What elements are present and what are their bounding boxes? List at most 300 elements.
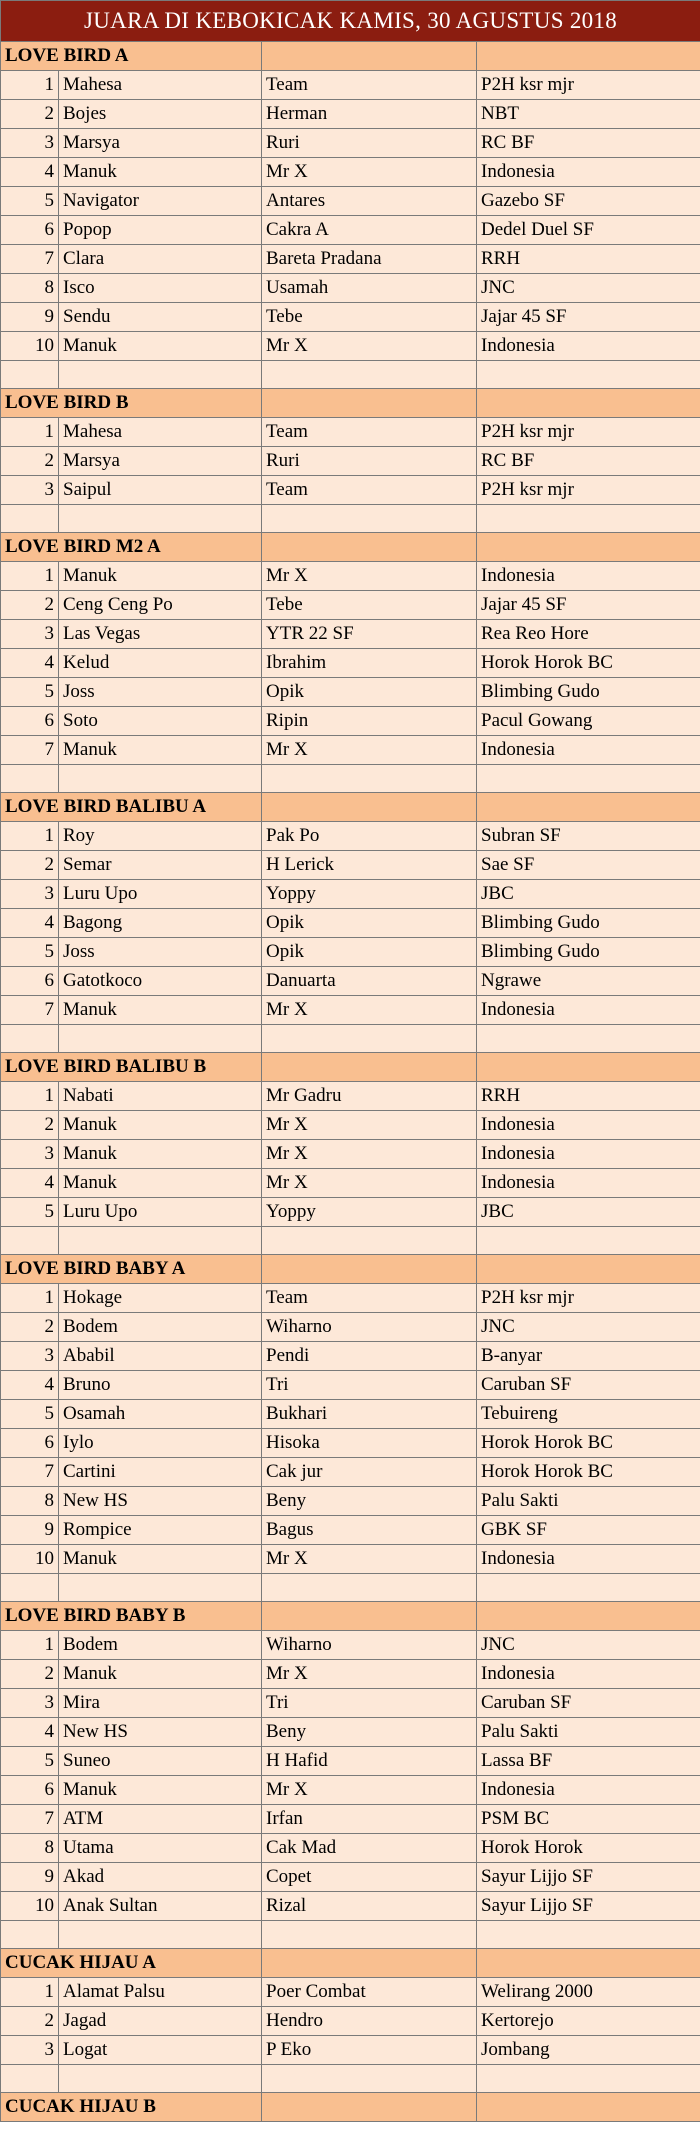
table-row <box>1 303 700 332</box>
club-cell: P2H ksr mjr <box>477 71 700 100</box>
owner-cell: Ruri <box>262 129 477 158</box>
empty-cell <box>262 793 477 822</box>
owner-cell: Pendi <box>262 1342 477 1371</box>
table-row <box>1 967 700 996</box>
bird-name-cell: Navigator <box>59 187 262 216</box>
owner-cell: Hisoka <box>262 1429 477 1458</box>
club-cell: JBC <box>477 880 700 909</box>
club-cell: Gazebo SF <box>477 187 700 216</box>
rank-cell: 8 <box>1 1487 59 1516</box>
rank-cell: 1 <box>1 71 59 100</box>
club-cell: JNC <box>477 1313 700 1342</box>
table-row <box>1 1516 700 1545</box>
table-row <box>1 100 700 129</box>
table-row <box>1 1371 700 1400</box>
rank-cell: 1 <box>1 1978 59 2007</box>
empty-cell <box>1 765 59 793</box>
club-cell: Horok Horok BC <box>477 1429 700 1458</box>
rank-cell: 6 <box>1 216 59 245</box>
rank-cell: 2 <box>1 2007 59 2036</box>
bird-name-cell: Luru Upo <box>59 1198 262 1227</box>
club-cell: Indonesia <box>477 1776 700 1805</box>
rank-cell: 5 <box>1 1400 59 1429</box>
owner-cell: Team <box>262 418 477 447</box>
club-cell: Indonesia <box>477 736 700 765</box>
bird-name-cell: Bojes <box>59 100 262 129</box>
empty-cell <box>477 1949 700 1978</box>
empty-cell <box>477 42 700 71</box>
club-cell: Rea Reo Hore <box>477 620 700 649</box>
rank-cell: 9 <box>1 303 59 332</box>
section-title: LOVE BIRD BALIBU B <box>1 1053 262 1082</box>
rank-cell: 7 <box>1 1805 59 1834</box>
spacer-row <box>1 505 700 533</box>
bird-name-cell: ATM <box>59 1805 262 1834</box>
owner-cell: Yoppy <box>262 1198 477 1227</box>
owner-cell: Mr X <box>262 1660 477 1689</box>
section-title: LOVE BIRD M2 A <box>1 533 262 562</box>
owner-cell: Tebe <box>262 303 477 332</box>
bird-name-cell: New HS <box>59 1487 262 1516</box>
owner-cell: Cak Mad <box>262 1834 477 1863</box>
bird-name-cell: Manuk <box>59 1545 262 1574</box>
empty-cell <box>59 505 262 533</box>
bird-name-cell: Ceng Ceng Po <box>59 591 262 620</box>
table-row <box>1 1863 700 1892</box>
bird-name-cell: Nabati <box>59 1082 262 1111</box>
table-row <box>1 2036 700 2065</box>
empty-cell <box>477 389 700 418</box>
rank-cell: 5 <box>1 1747 59 1776</box>
table-row <box>1 736 700 765</box>
club-cell: RRH <box>477 245 700 274</box>
empty-cell <box>262 1921 477 1949</box>
club-cell: B-anyar <box>477 1342 700 1371</box>
owner-cell: Mr X <box>262 1169 477 1198</box>
owner-cell: Ripin <box>262 707 477 736</box>
owner-cell: Tebe <box>262 591 477 620</box>
empty-cell <box>1 361 59 389</box>
club-cell: Blimbing Gudo <box>477 938 700 967</box>
owner-cell: Ibrahim <box>262 649 477 678</box>
bird-name-cell: Iylo <box>59 1429 262 1458</box>
rank-cell: 3 <box>1 2036 59 2065</box>
rank-cell: 4 <box>1 158 59 187</box>
bird-name-cell: Mahesa <box>59 71 262 100</box>
club-cell: P2H ksr mjr <box>477 418 700 447</box>
empty-cell <box>262 505 477 533</box>
section-header-row <box>1 42 700 71</box>
owner-cell: H Lerick <box>262 851 477 880</box>
rank-cell: 10 <box>1 1545 59 1574</box>
club-cell: Indonesia <box>477 1140 700 1169</box>
empty-cell <box>262 2065 477 2093</box>
bird-name-cell: Logat <box>59 2036 262 2065</box>
table-row <box>1 1747 700 1776</box>
owner-cell: Opik <box>262 678 477 707</box>
empty-cell <box>59 1025 262 1053</box>
rank-cell: 2 <box>1 447 59 476</box>
rank-cell: 8 <box>1 274 59 303</box>
empty-cell <box>477 1921 700 1949</box>
club-cell: Indonesia <box>477 1169 700 1198</box>
bird-name-cell: Manuk <box>59 158 262 187</box>
empty-cell <box>477 765 700 793</box>
owner-cell: Team <box>262 476 477 505</box>
bird-name-cell: Ababil <box>59 1342 262 1371</box>
club-cell: Indonesia <box>477 1660 700 1689</box>
table-row <box>1 1805 700 1834</box>
rank-cell: 9 <box>1 1516 59 1545</box>
rank-cell: 2 <box>1 591 59 620</box>
bird-name-cell: Roy <box>59 822 262 851</box>
table-row <box>1 1834 700 1863</box>
section-header-row <box>1 1053 700 1082</box>
empty-cell <box>1 1025 59 1053</box>
bird-name-cell: Manuk <box>59 736 262 765</box>
club-cell: Sae SF <box>477 851 700 880</box>
rank-cell: 5 <box>1 187 59 216</box>
rank-cell: 1 <box>1 1082 59 1111</box>
owner-cell: Copet <box>262 1863 477 1892</box>
empty-cell <box>262 1025 477 1053</box>
rank-cell: 3 <box>1 1689 59 1718</box>
rank-cell: 7 <box>1 996 59 1025</box>
bird-name-cell: Sendu <box>59 303 262 332</box>
club-cell: Lassa BF <box>477 1747 700 1776</box>
rank-cell: 1 <box>1 562 59 591</box>
section-header-row <box>1 1949 700 1978</box>
rank-cell: 4 <box>1 1169 59 1198</box>
section-title: LOVE BIRD A <box>1 42 262 71</box>
table-row <box>1 1458 700 1487</box>
table-row <box>1 1342 700 1371</box>
club-cell: Indonesia <box>477 1111 700 1140</box>
club-cell: Tebuireng <box>477 1400 700 1429</box>
bird-name-cell: Soto <box>59 707 262 736</box>
club-cell: Palu Sakti <box>477 1718 700 1747</box>
owner-cell: Yoppy <box>262 880 477 909</box>
bird-name-cell: Rompice <box>59 1516 262 1545</box>
empty-cell <box>59 2065 262 2093</box>
bird-name-cell: Las Vegas <box>59 620 262 649</box>
owner-cell: Mr X <box>262 1545 477 1574</box>
empty-cell <box>262 2093 477 2122</box>
club-cell: Dedel Duel SF <box>477 216 700 245</box>
empty-cell <box>1 1574 59 1602</box>
bird-name-cell: Manuk <box>59 1776 262 1805</box>
club-cell: GBK SF <box>477 1516 700 1545</box>
section-header-row <box>1 533 700 562</box>
bird-name-cell: Bruno <box>59 1371 262 1400</box>
table-row <box>1 1400 700 1429</box>
owner-cell: Team <box>262 1284 477 1313</box>
empty-cell <box>59 765 262 793</box>
owner-cell: Beny <box>262 1487 477 1516</box>
bird-name-cell: Alamat Palsu <box>59 1978 262 2007</box>
empty-cell <box>477 1053 700 1082</box>
empty-cell <box>477 1025 700 1053</box>
bird-name-cell: Mahesa <box>59 418 262 447</box>
bird-name-cell: Suneo <box>59 1747 262 1776</box>
table-row <box>1 71 700 100</box>
club-cell: RC BF <box>477 129 700 158</box>
club-cell: Sayur Lijjo SF <box>477 1863 700 1892</box>
table-row <box>1 1776 700 1805</box>
bird-name-cell: Utama <box>59 1834 262 1863</box>
club-cell: RRH <box>477 1082 700 1111</box>
table-row <box>1 562 700 591</box>
bird-name-cell: Marsya <box>59 447 262 476</box>
club-cell: Indonesia <box>477 996 700 1025</box>
section-header-row <box>1 1255 700 1284</box>
rank-cell: 3 <box>1 1342 59 1371</box>
table-row <box>1 274 700 303</box>
empty-cell <box>1 505 59 533</box>
rank-cell: 7 <box>1 245 59 274</box>
club-cell: P2H ksr mjr <box>477 476 700 505</box>
rank-cell: 10 <box>1 332 59 361</box>
empty-cell <box>477 793 700 822</box>
empty-cell <box>477 1574 700 1602</box>
bird-name-cell: Isco <box>59 274 262 303</box>
empty-cell <box>477 2065 700 2093</box>
bird-name-cell: Joss <box>59 678 262 707</box>
club-cell: Sayur Lijjo SF <box>477 1892 700 1921</box>
table-row <box>1 216 700 245</box>
table-row <box>1 1689 700 1718</box>
rank-cell: 9 <box>1 1863 59 1892</box>
club-cell: JNC <box>477 274 700 303</box>
table-row <box>1 2007 700 2036</box>
empty-cell <box>1 1227 59 1255</box>
empty-cell <box>477 1227 700 1255</box>
section-title: LOVE BIRD BABY A <box>1 1255 262 1284</box>
club-cell: JNC <box>477 1631 700 1660</box>
bird-name-cell: Manuk <box>59 1169 262 1198</box>
bird-name-cell: Marsya <box>59 129 262 158</box>
club-cell: Blimbing Gudo <box>477 909 700 938</box>
table-row <box>1 822 700 851</box>
owner-cell: Bukhari <box>262 1400 477 1429</box>
bird-name-cell: Popop <box>59 216 262 245</box>
rank-cell: 2 <box>1 1660 59 1689</box>
table-row <box>1 620 700 649</box>
owner-cell: Wiharno <box>262 1313 477 1342</box>
table-row <box>1 1978 700 2007</box>
empty-cell <box>477 361 700 389</box>
rank-cell: 2 <box>1 1111 59 1140</box>
rank-cell: 1 <box>1 1631 59 1660</box>
title-row <box>1 1 700 42</box>
owner-cell: Mr X <box>262 1111 477 1140</box>
bird-name-cell: Manuk <box>59 562 262 591</box>
rank-cell: 2 <box>1 1313 59 1342</box>
spacer-row <box>1 1025 700 1053</box>
spacer-row <box>1 1921 700 1949</box>
empty-cell <box>1 2065 59 2093</box>
page-title: JUARA DI KEBOKICAK KAMIS, 30 AGUSTUS 2018 <box>1 1 700 42</box>
bird-name-cell: Osamah <box>59 1400 262 1429</box>
table-row <box>1 938 700 967</box>
rank-cell: 3 <box>1 129 59 158</box>
empty-cell <box>262 1053 477 1082</box>
club-cell: Blimbing Gudo <box>477 678 700 707</box>
owner-cell: Antares <box>262 187 477 216</box>
rank-cell: 2 <box>1 851 59 880</box>
table-row <box>1 1169 700 1198</box>
section-title: LOVE BIRD BABY B <box>1 1602 262 1631</box>
owner-cell: Mr X <box>262 562 477 591</box>
bird-name-cell: Akad <box>59 1863 262 1892</box>
owner-cell: Cakra A <box>262 216 477 245</box>
bird-name-cell: Manuk <box>59 332 262 361</box>
bird-name-cell: Manuk <box>59 1111 262 1140</box>
table-row <box>1 880 700 909</box>
owner-cell: Opik <box>262 938 477 967</box>
empty-cell <box>59 1574 262 1602</box>
section-title: CUCAK HIJAU A <box>1 1949 262 1978</box>
table-row <box>1 447 700 476</box>
rank-cell: 5 <box>1 678 59 707</box>
table-row <box>1 1631 700 1660</box>
spacer-row <box>1 361 700 389</box>
owner-cell: Beny <box>262 1718 477 1747</box>
table-row <box>1 909 700 938</box>
table-row <box>1 1284 700 1313</box>
table-row <box>1 1082 700 1111</box>
rank-cell: 4 <box>1 909 59 938</box>
table-row <box>1 245 700 274</box>
rank-cell: 6 <box>1 967 59 996</box>
empty-cell <box>262 1227 477 1255</box>
empty-cell <box>262 1255 477 1284</box>
bird-name-cell: Cartini <box>59 1458 262 1487</box>
spacer-row <box>1 1574 700 1602</box>
empty-cell <box>262 1602 477 1631</box>
bird-name-cell: Gatotkoco <box>59 967 262 996</box>
club-cell: Horok Horok BC <box>477 1458 700 1487</box>
club-cell: Horok Horok <box>477 1834 700 1863</box>
empty-cell <box>477 533 700 562</box>
spacer-row <box>1 765 700 793</box>
section-title: LOVE BIRD BALIBU A <box>1 793 262 822</box>
table-row <box>1 1198 700 1227</box>
table-row <box>1 1545 700 1574</box>
empty-cell <box>262 765 477 793</box>
bird-name-cell: Hokage <box>59 1284 262 1313</box>
table-row <box>1 851 700 880</box>
table-row <box>1 996 700 1025</box>
table-row <box>1 187 700 216</box>
rank-cell: 3 <box>1 1140 59 1169</box>
club-cell: Welirang 2000 <box>477 1978 700 2007</box>
owner-cell: Tri <box>262 1689 477 1718</box>
club-cell: RC BF <box>477 447 700 476</box>
rank-cell: 6 <box>1 707 59 736</box>
bird-name-cell: Jagad <box>59 2007 262 2036</box>
club-cell: Caruban SF <box>477 1689 700 1718</box>
table-row <box>1 1313 700 1342</box>
bird-name-cell: Clara <box>59 245 262 274</box>
owner-cell: Tri <box>262 1371 477 1400</box>
rank-cell: 3 <box>1 880 59 909</box>
bird-name-cell: Manuk <box>59 1660 262 1689</box>
section-header-row <box>1 1602 700 1631</box>
empty-cell <box>1 1921 59 1949</box>
spacer-row <box>1 2065 700 2093</box>
rank-cell: 1 <box>1 1284 59 1313</box>
table-row <box>1 129 700 158</box>
table-row <box>1 649 700 678</box>
bird-name-cell: Manuk <box>59 1140 262 1169</box>
owner-cell: Mr X <box>262 332 477 361</box>
empty-cell <box>262 389 477 418</box>
bird-name-cell: Bodem <box>59 1313 262 1342</box>
club-cell: Jombang <box>477 2036 700 2065</box>
owner-cell: Cak jur <box>262 1458 477 1487</box>
owner-cell: Pak Po <box>262 822 477 851</box>
owner-cell: Mr X <box>262 996 477 1025</box>
empty-cell <box>262 42 477 71</box>
bird-name-cell: Anak Sultan <box>59 1892 262 1921</box>
owner-cell: H Hafid <box>262 1747 477 1776</box>
table-row <box>1 678 700 707</box>
table-row <box>1 1140 700 1169</box>
club-cell: P2H ksr mjr <box>477 1284 700 1313</box>
bird-name-cell: Bagong <box>59 909 262 938</box>
club-cell: Indonesia <box>477 332 700 361</box>
bird-name-cell: Kelud <box>59 649 262 678</box>
rank-cell: 10 <box>1 1892 59 1921</box>
rank-cell: 7 <box>1 736 59 765</box>
section-header-row <box>1 2093 700 2122</box>
empty-cell <box>59 1227 262 1255</box>
table-row <box>1 158 700 187</box>
club-cell: NBT <box>477 100 700 129</box>
bird-name-cell: Mira <box>59 1689 262 1718</box>
owner-cell: YTR 22 SF <box>262 620 477 649</box>
owner-cell: Rizal <box>262 1892 477 1921</box>
empty-cell <box>262 361 477 389</box>
owner-cell: Opik <box>262 909 477 938</box>
rank-cell: 2 <box>1 100 59 129</box>
rank-cell: 5 <box>1 1198 59 1227</box>
club-cell: Indonesia <box>477 562 700 591</box>
section-title: CUCAK HIJAU B <box>1 2093 262 2122</box>
empty-cell <box>59 361 262 389</box>
table-row <box>1 1429 700 1458</box>
empty-cell <box>477 1255 700 1284</box>
table-row <box>1 1487 700 1516</box>
owner-cell: P Eko <box>262 2036 477 2065</box>
rank-cell: 4 <box>1 649 59 678</box>
club-cell: Indonesia <box>477 1545 700 1574</box>
owner-cell: Mr Gadru <box>262 1082 477 1111</box>
empty-cell <box>59 1921 262 1949</box>
owner-cell: Mr X <box>262 158 477 187</box>
table-row <box>1 1111 700 1140</box>
section-title: LOVE BIRD B <box>1 389 262 418</box>
table-row <box>1 1660 700 1689</box>
club-cell: Caruban SF <box>477 1371 700 1400</box>
club-cell: Palu Sakti <box>477 1487 700 1516</box>
rank-cell: 3 <box>1 476 59 505</box>
owner-cell: Mr X <box>262 1140 477 1169</box>
rank-cell: 7 <box>1 1458 59 1487</box>
empty-cell <box>477 505 700 533</box>
bird-name-cell: Manuk <box>59 996 262 1025</box>
